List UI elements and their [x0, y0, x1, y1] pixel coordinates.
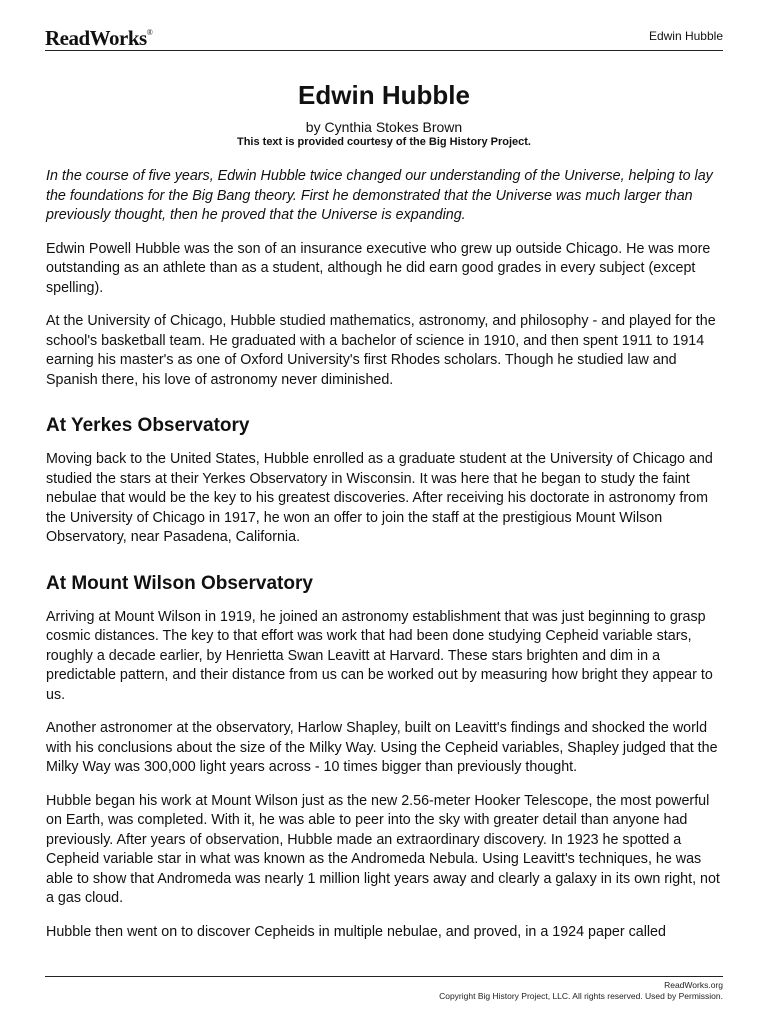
paragraph-yerkes: Moving back to the United States, Hubble enrolled as a graduate student at the University of Chicago and studied the stars at their Yerkes Observatory in Wisconsin. It was here that he began to study the faint nebulae that would be the key to his greatest discoveries. After receiving his doctorate in astronomy from the University of Chicago in 1917, he won an offer to join the staff at the prestigious Mount Wilson Observatory, near Pasadena, California.: [46, 451, 713, 545]
article-body: [46, 167, 724, 956]
paragraph-university: At the University of Chicago, Hubble studied mathematics, astronomy, and philosophy - and played for the school's basketball team. He graduated with a bachelor of science in 1910, and then spent 1911 to 1914 earning his master's as one of Oxford University's first Rhodes scholars. Though he studied law and Spanish there, his love of astronomy never diminished.: [46, 313, 716, 388]
paragraph-hooker-telescope: Hubble began his work at Mount Wilson just as the new 2.56-meter Hooker Telescope, the most powerful on Earth, was completed. With it, he was able to peer into the sky with greater detail than anyone had previously. After years of observation, Hubble made an extraordinary discovery. In 1923 he spotted a Cepheid variable star in what was known as the Andromeda Nebula. Using Leavitt's techniques, he was able to show that Andromeda was nearly 1 million light years away and clearly a galaxy in its own right, not a gas cloud.: [46, 792, 720, 906]
footer-copyright: Copyright Big History Project, LLC. All rights reserved. Used by Permission.: [439, 991, 723, 1001]
paragraph-cepheids: Arriving at Mount Wilson in 1919, he joined an astronomy establishment that was just beginning to grasp cosmic distances. The key to that effort was work that had been done studying Cepheid variable stars, roughly a decade earlier, by Henrietta Swan Leavitt at Harvard. These stars brighten and dim in a predictable pattern, and their distance from us can be worked out by measuring how bright they appear to us.: [46, 608, 713, 703]
heading-mount-wilson: At Mount Wilson Observatory: [46, 572, 313, 594]
readworks-logo: [45, 26, 152, 51]
article-title: Edwin Hubble: [298, 80, 470, 110]
registered-mark: ®: [146, 28, 153, 37]
header-title: Edwin Hubble: [648, 29, 723, 43]
intro-paragraph: In the course of five years, Edwin Hubble twice changed our understanding of the Universe, helping to lay the foundations for the Big Bang theory. First he demonstrated that the Universe was much larger than previously thought, then he proved that the Universe is expanding.: [46, 168, 713, 223]
heading-yerkes: At Yerkes Observatory: [46, 415, 250, 436]
page-header: [45, 24, 723, 51]
paragraph-early-life: Edwin Powell Hubble was the son of an insurance executive who grew up outside Chicago. He was more outstanding as an athlete than as a student, although he did earn good grades in every subject (except spelling).: [46, 240, 711, 296]
paragraph-shapley: Another astronomer at the observatory, Harlow Shapley, built on Leavitt's findings and shocked the world with his conclusions about the size of the Milky Way. Using the Cepheid variables, Shapley judged that the Milky Way was 300,000 light years across - 10 times bigger than previously thought.: [46, 720, 718, 775]
logo-text: ReadWorks: [45, 26, 147, 50]
paragraph-nebulae: Hubble then went on to discover Cepheids in multiple nebulae, and proved, in a 1924 paper called: [46, 923, 666, 940]
article-byline: by Cynthia Stokes Brown: [305, 119, 463, 135]
courtesy-note: This text is provided courtesy of the Big History Project.: [236, 136, 531, 148]
title-block: [45, 78, 723, 149]
footer-site: ReadWorks.org: [664, 980, 723, 990]
page-footer: [45, 976, 723, 1002]
